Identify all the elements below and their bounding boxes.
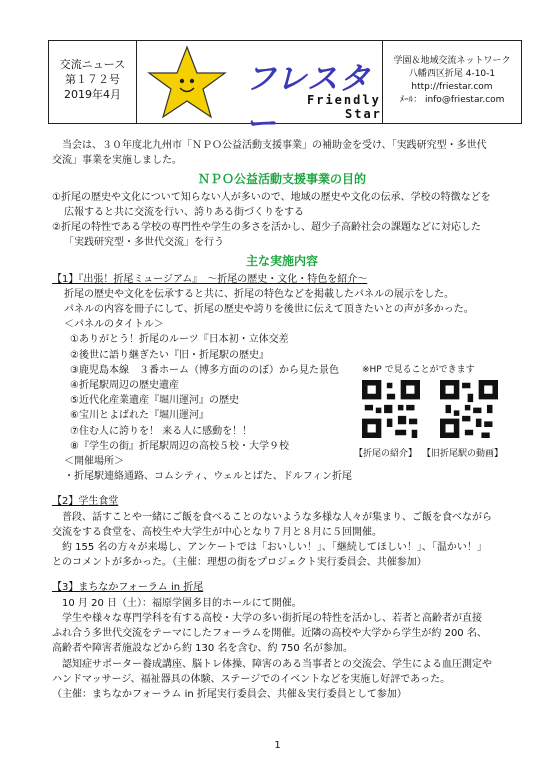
qr-caption-2: 【旧折尾駅の動画】 (422, 449, 504, 459)
logo-subtitle-friendly: Friendly (307, 93, 381, 107)
s2-line-3: 約 155 名の方々が来場し、アンケートでは「おいしい！」、「継続してほしい！」、「温かい！」 (62, 542, 487, 554)
section-3-title: 【3】まちなかフォーラム in 折尾 (52, 582, 204, 594)
venue-list: ・折尾駅連絡通路、コムシティ、ウェルとばた、ドルフィン折尾 (64, 471, 352, 483)
s3-line-3: ふれ合う多世代交流をテーマにしたフォーラムを開催。近隣の高校や大学から学生が約 200 名、 (52, 628, 487, 640)
s1-line-1: 折尾の歴史や文化を伝承すると共に、折尾の特色などを掲載したパネルの展示をした。 (64, 288, 454, 300)
logo-subtitle-star: Star (345, 107, 382, 121)
purpose-item-2a: ②折尾の特性である学校の専門性や学生の多さを活かし、超少子高齢社会の課題などに対応した (52, 222, 481, 234)
activities-heading: 主な実施内容 (245, 254, 318, 269)
purpose-item-1b: 広報すると共に交流を行い、誇りある街づくりをする (64, 206, 304, 218)
section-2-title: 【2】学生食堂 (52, 496, 119, 508)
issue-line-1: 交流ニュース (59, 58, 126, 71)
qr-caption-1: 【折尾の紹介】 (354, 449, 418, 459)
panel-title: ⑦住む人に誇りを！ 来る人に感動を！！ (70, 425, 253, 437)
qr-code-icon[interactable] (440, 380, 498, 438)
s3-line-4: 高齢者や障害者施設などから約 130 名を含む、約 750 名が参加。 (52, 643, 353, 655)
panel-title: ②後世に語り継ぎたい『旧・折尾駅の歴史』 (70, 349, 269, 361)
panel-title: ⑥宝川とよばれた『堀川運河』 (70, 410, 209, 422)
purpose-item-1a: ①折尾の歴史や文化について知らない人が多いので、地域の歴史や文化の伝承、学校の特徴などを (52, 191, 491, 203)
issue-info (49, 41, 137, 123)
s2-line-4: とのコメントが多かった。（主催：理想の街をプロジェクト実行委員会、共催参加） (52, 557, 427, 569)
issue-line-2: 第１７２号 (65, 73, 120, 86)
address: 八幡西区折尾 4-10-1 (408, 69, 496, 79)
s3-line-5: 認知症サポーター養成講座、脳トレ体操、障害のある当事者との交流会、学生による血圧測定や (62, 658, 492, 670)
page-number: 1 (274, 740, 281, 751)
star-mascot-icon (141, 43, 251, 125)
s3-line-6: ハンドマッサージ、福祉器具の体験、ステージでのイベントなどを実施し好評であった。 (52, 673, 451, 685)
newsletter-header (48, 40, 522, 142)
s2-line-2: 交流をする食堂を、高校生や大学生が中心となり７月と８月に５回開催。 (52, 526, 382, 538)
logo-area (137, 41, 383, 142)
s3-line-7: （主催：まちなかフォーラム in 折尾実行委員会、共催＆実行委員として参加） (52, 688, 407, 700)
panel-title: ①ありがとう！折尾のルーツ『日本初・立体交差 (70, 334, 289, 346)
org-name: 学園＆地域交流ネットワーク (393, 56, 511, 66)
s3-line-2: 学生や様々な専門学科を有する高校・大学の多い街折尾の特性を活かし、若者と高齢者が直接 (62, 612, 482, 624)
contact-info (383, 41, 521, 123)
panel-title: ⑧『学生の街』折尾駅周辺の高校５校・大学９校 (70, 440, 289, 452)
venue-label: ＜開催場所＞ (64, 456, 124, 468)
s1-line-2: パネルの内容を冊子にして、折尾の歴史や誇りを後世に伝えて頂きたいとの声が多かった。 (64, 304, 474, 316)
website: http://friestar.com (411, 82, 493, 92)
qr-note: ※HP で見ることができます (362, 365, 475, 375)
email: ﾒｰﾙ： info@friestar.com (399, 95, 505, 105)
section-1-title: 【1】『出張！折尾ミュージアム』 ～折尾の歴史・文化・特色を紹介～ (52, 273, 368, 285)
s2-line-1: 普段、話すことや一緒にご飯を食べることのないような多様な人々が集まり、ご飯を食べながら (62, 511, 492, 523)
purpose-item-2b: 「実践研究型・多世代交流」を行う (64, 237, 224, 249)
panel-title: ⑤近代化産業遺産『堀川運河』の歴史 (70, 395, 239, 407)
issue-line-3: 2019年4月 (64, 88, 121, 101)
purpose-heading: ＮＰＯ公益活動支援事業の目的 (197, 172, 366, 187)
panel-title: ③鹿児島本線 ３番ホーム（博多方面ののぼ）から見た景色 (70, 364, 339, 376)
s3-line-1: 10 月 20 日（土）：福原学園多目的ホールにて開催。 (62, 597, 302, 609)
intro-line-1: 当会は、３０年度北九州市「ＮＰＯ公益活動支援事業」の補助金を受け、「実践研究型・多世代 (62, 140, 487, 151)
panel-title: ④折尾駅周辺の歴史遺産 (70, 380, 179, 392)
s1-line-3: ＜パネルのタイトル＞ (64, 319, 164, 331)
intro-line-2: 交流」事業を実施しました。 (52, 155, 182, 167)
qr-code-icon[interactable] (362, 380, 420, 438)
logo-title: フレスター (245, 61, 371, 142)
